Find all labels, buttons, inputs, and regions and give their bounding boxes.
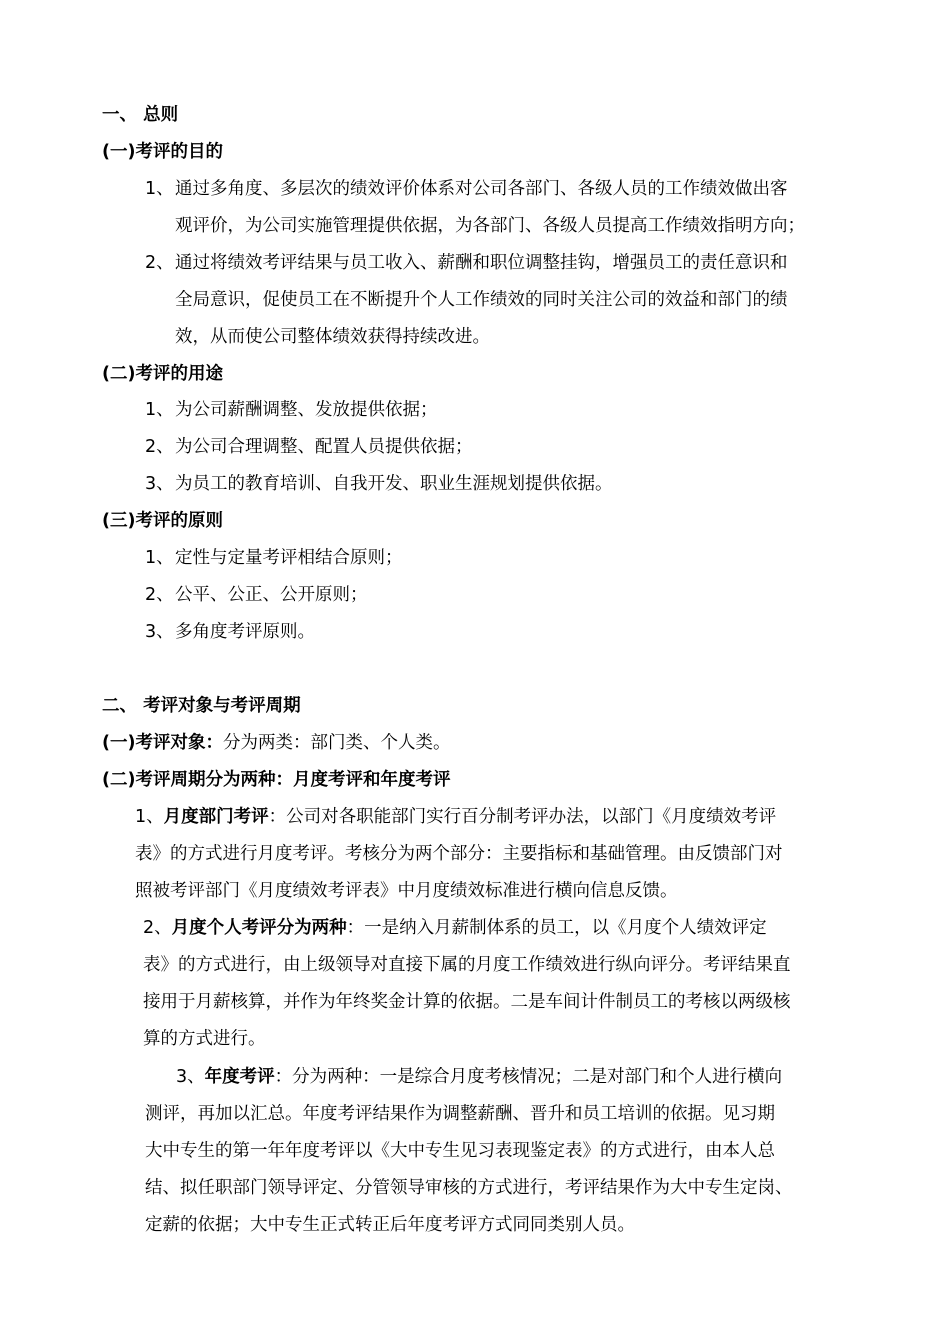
cycle-item-3-line-1 <box>176 1065 782 1089</box>
principle-item-2-text: 公平、公正、公开原则； <box>175 585 368 605</box>
purpose-item-2-line-2: 全局意识，促使员工在不断提升个人工作绩效的同时关注公司的效益和部门的绩 <box>175 290 788 310</box>
cycle-item-3-line-3: 大中专生的第一年年度考评以《大中专生见习表现鉴定表》的方式进行，由本人总 <box>145 1141 775 1161</box>
principle-item-1-number: 1、 <box>145 548 174 568</box>
purpose-item-2-number: 2、 <box>145 253 174 273</box>
subsection-targets <box>102 731 451 755</box>
principle-item-3-number: 3、 <box>145 622 174 642</box>
cycle-item-2-line-4: 算的方式进行。 <box>143 1029 266 1049</box>
cycle-item-1-text: ：公司对各职能部门实行百分制考评办法，以部门《月度绩效考评 <box>268 807 777 827</box>
cycle-item-2-number: 2、 <box>143 918 172 938</box>
subsection-targets-title: (一)考评对象： <box>102 733 223 753</box>
cycle-item-3-text: ：分为两种：一是综合月度考核情况；二是对部门和个人进行横向 <box>274 1067 783 1087</box>
principle-item-1-text: 定性与定量考评相结合原则； <box>175 548 403 568</box>
usage-item-1-number: 1、 <box>145 400 174 420</box>
cycle-item-2-line-3: 接用于月薪核算，并作为年终奖金计算的依据。二是车间计件制员工的考核以两级核 <box>143 992 791 1012</box>
section-2-heading: 二、 考评对象与考评周期 <box>102 696 301 716</box>
usage-item-2-number: 2、 <box>145 437 174 457</box>
cycle-item-2-line-2: 表》的方式进行，由上级领导对直接下属的月度工作绩效进行纵向评分。考评结果直 <box>143 955 791 975</box>
principle-item-3-text: 多角度考评原则。 <box>175 622 315 642</box>
purpose-item-2-line-1: 通过将绩效考评结果与员工收入、薪酬和职位调整挂钩，增强员工的责任意识和 <box>175 253 788 273</box>
cycle-item-1-line-2: 表》的方式进行月度考评。考核分为两个部分：主要指标和基础管理。由反馈部门对 <box>135 844 783 864</box>
cycle-item-1-bold: 月度部门考评 <box>163 807 269 827</box>
cycle-item-2-line-1 <box>143 916 767 940</box>
purpose-item-1-line-2: 观评价，为公司实施管理提供依据，为各部门、各级人员提高工作绩效指明方向； <box>175 216 805 236</box>
cycle-item-3-line-5: 定薪的依据；大中专生正式转正后年度考评方式同同类别人员。 <box>145 1215 635 1235</box>
cycle-item-3-bold: 年度考评 <box>204 1067 275 1087</box>
usage-item-1-text: 为公司薪酬调整、发放提供依据； <box>175 400 438 420</box>
cycle-item-3-line-2: 测评，再加以汇总。年度考评结果作为调整薪酬、晋升和员工培训的依据。见习期 <box>145 1104 775 1124</box>
section-1-heading: 一、 总则 <box>102 105 179 125</box>
subsection-cycle-title: (二)考评周期分为两种：月度考评和年度考评 <box>102 770 451 790</box>
cycle-item-1-line-1 <box>135 805 776 829</box>
cycle-item-2-bold: 月度个人考评分为两种 <box>171 918 347 938</box>
principle-item-2-number: 2、 <box>145 585 174 605</box>
subsection-targets-text: 分为两类：部门类、个人类。 <box>223 733 451 753</box>
purpose-item-1-line-1: 通过多角度、多层次的绩效评价体系对公司各部门、各级人员的工作绩效做出客 <box>175 179 788 199</box>
usage-item-3-text: 为员工的教育培训、自我开发、职业生涯规划提供依据。 <box>175 474 613 494</box>
cycle-item-3-line-4: 结、拟任职部门领导评定、分管领导审核的方式进行，考评结果作为大中专生定岗、 <box>145 1178 793 1198</box>
usage-item-3-number: 3、 <box>145 474 174 494</box>
subsection-purpose-title: (一)考评的目的 <box>102 142 223 162</box>
cycle-item-3-number: 3、 <box>176 1067 205 1087</box>
subsection-usage-title: (二)考评的用途 <box>102 364 223 384</box>
usage-item-2-text: 为公司合理调整、配置人员提供依据； <box>175 437 473 457</box>
cycle-item-1-number: 1、 <box>135 807 164 827</box>
purpose-item-2-line-3: 效，从而使公司整体绩效获得持续改进。 <box>175 327 490 347</box>
cycle-item-2-text: ：一是纳入月薪制体系的员工，以《月度个人绩效评定 <box>346 918 767 938</box>
subsection-principles-title: (三)考评的原则 <box>102 511 223 531</box>
cycle-item-1-line-3: 照被考评部门《月度绩效考评表》中月度绩效标准进行横向信息反馈。 <box>135 881 678 901</box>
purpose-item-1-number: 1、 <box>145 179 174 199</box>
